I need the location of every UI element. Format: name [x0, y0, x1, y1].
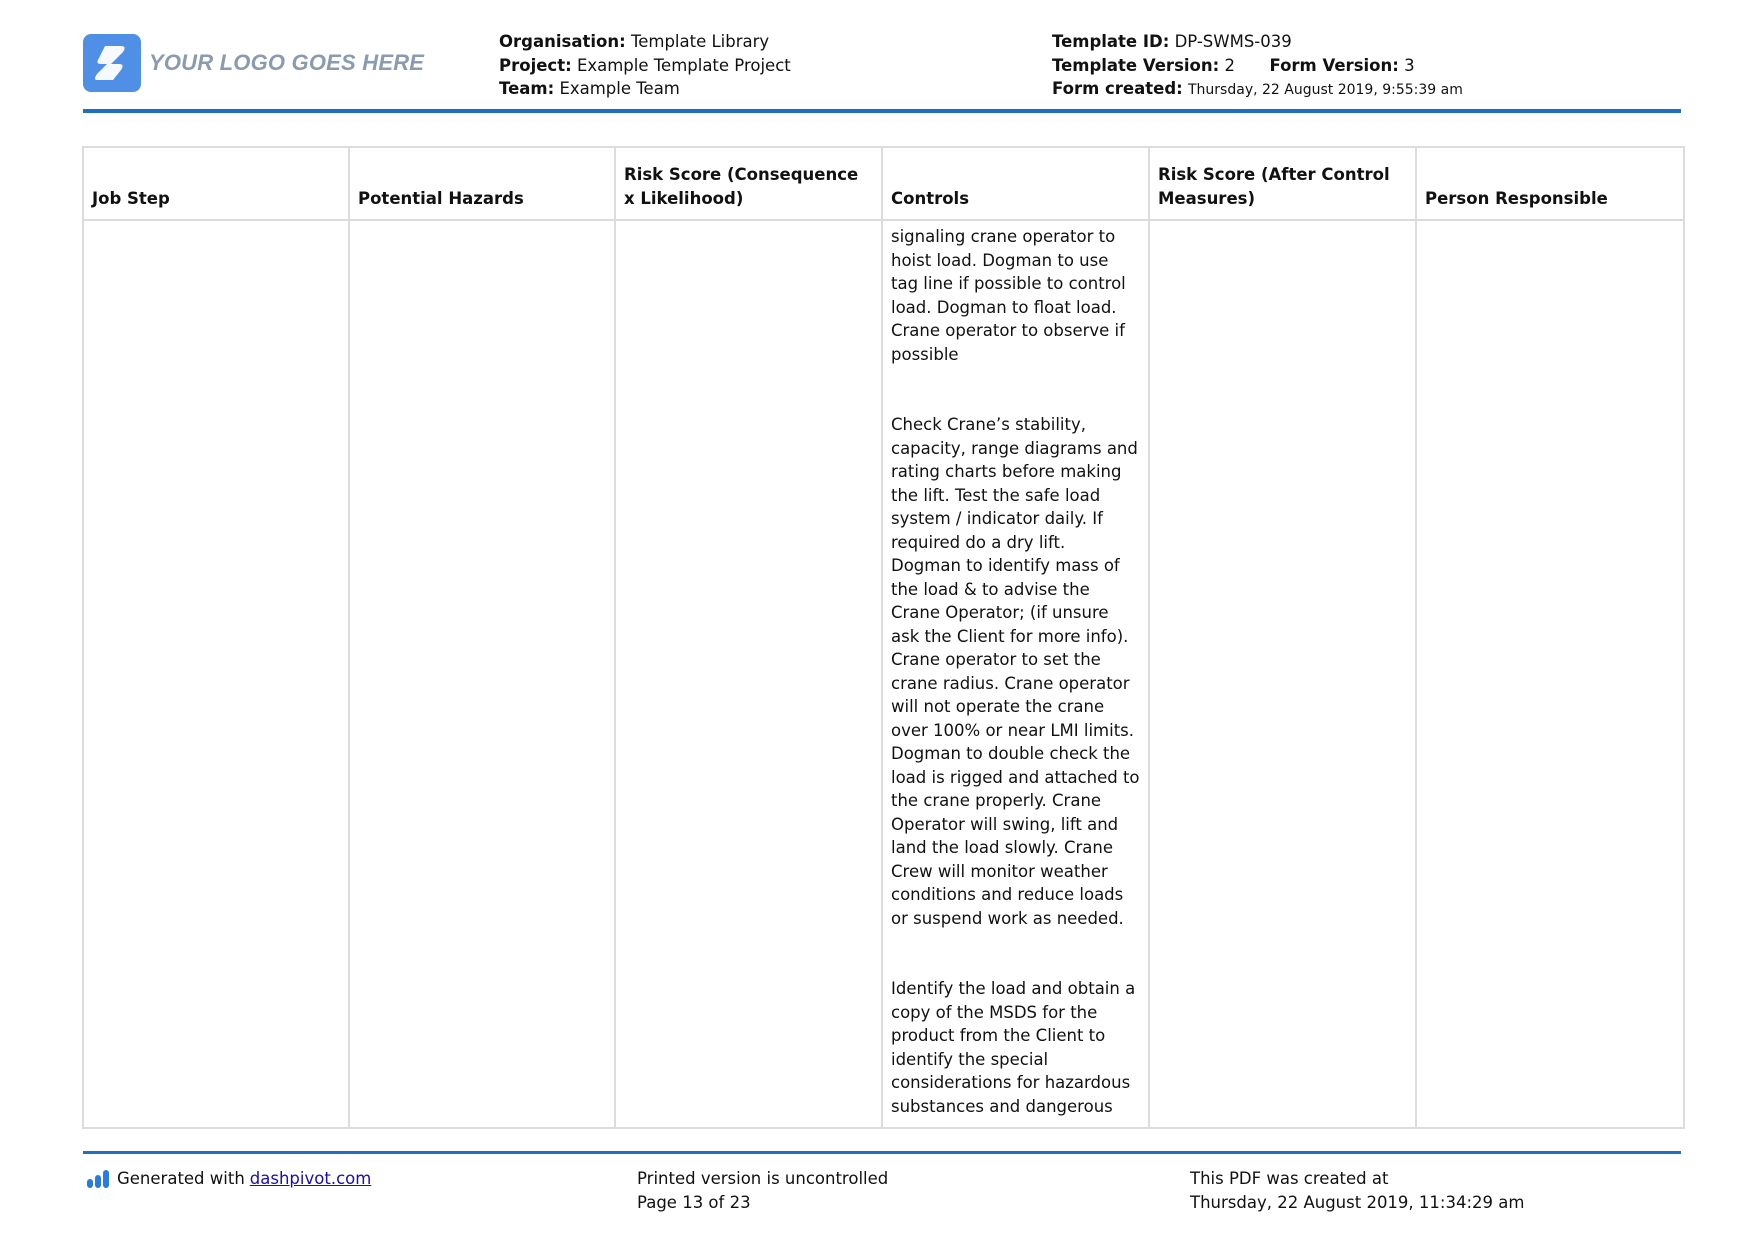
printed-notice: Printed version is uncontrolled [637, 1169, 889, 1188]
col-header-potential-hazards: Potential Hazards [349, 147, 615, 220]
form-created-label: Form created: [1052, 79, 1183, 98]
template-version-value: 2 [1224, 55, 1235, 75]
pdf-created-value: Thursday, 22 August 2019, 11:34:29 am [1190, 1192, 1525, 1212]
template-version-label: Template Version: [1052, 55, 1220, 75]
table-header-row [83, 147, 1684, 220]
header-meta-left [499, 30, 791, 101]
cell-person-responsible [1416, 220, 1684, 1128]
footer-print-info [637, 1167, 888, 1214]
version-row [1052, 54, 1463, 78]
header-meta-right [1052, 30, 1463, 103]
organisation-row [499, 30, 791, 54]
cell-controls [882, 220, 1149, 1128]
template-id-label: Template ID: [1052, 32, 1170, 51]
dashpivot-link[interactable]: dashpivot.com [249, 1169, 372, 1188]
form-created-row [1052, 77, 1463, 103]
col-header-risk-score-after: Risk Score (After Control Measures) [1149, 147, 1416, 220]
footer-generated [87, 1167, 371, 1191]
col-header-controls: Controls [882, 147, 1149, 220]
template-id-row [1052, 30, 1463, 54]
project-label: Project: [499, 55, 572, 75]
team-label: Team: [499, 79, 555, 98]
organisation-value: Template Library [630, 32, 770, 51]
footer-divider [83, 1151, 1681, 1154]
cell-potential-hazards [349, 220, 615, 1128]
pdf-created-label: This PDF was created at [1190, 1169, 1389, 1188]
cell-job-step [83, 220, 349, 1128]
control-paragraph: Check Crane’s stability, capacity, range diagrams and rating charts before making the lift. Test the safe load system / indicator daily. If required do a dry lift. Dogman to identify mass of the load & to advise the Crane Operator; (if unsure ask the Client for more info). Crane operator to set the crane radius. Crane operator will not operate the crane over 100% or near LMI limits. Dogman to double check the load is rigged and attached to the crane properly. Crane Operator will swing, lift and land the load slowly. Crane Crew will monitor weather conditions and reduce loads or suspend work as needed. [891, 415, 1140, 928]
generated-text: Generated with [117, 1169, 245, 1188]
col-header-person-responsible: Person Responsible [1416, 147, 1684, 220]
team-value: Example Team [559, 79, 680, 98]
control-paragraph: Identify the load and obtain a copy of the MSDS for the product from the Client to identify the special considerations for hazardous substances and dangerous [891, 979, 1136, 1116]
col-header-job-step: Job Step [83, 147, 349, 220]
cell-risk-score-after [1149, 220, 1416, 1128]
table-row [83, 220, 1684, 1128]
template-id-value: DP-SWMS-039 [1174, 32, 1292, 51]
organisation-label: Organisation: [499, 32, 626, 51]
control-paragraph: signaling crane operator to hoist load. Dogman to use tag line if possible to control load. Dogman to float load. Crane operator to observe if possible [891, 227, 1126, 364]
header-divider [83, 109, 1681, 113]
swms-table [82, 146, 1685, 1129]
dashpivot-bars-icon [87, 1170, 109, 1188]
logo-text: YOUR LOGO GOES HERE [149, 50, 425, 75]
col-header-risk-score: Risk Score (Consequence x Likelihood) [615, 147, 882, 220]
form-version-label: Form Version: [1269, 55, 1399, 75]
project-row [499, 54, 791, 78]
footer-pdf-created [1190, 1167, 1524, 1214]
page-info: Page 13 of 23 [637, 1192, 751, 1212]
form-created-value: Thursday, 22 August 2019, 9:55:39 am [1188, 82, 1463, 98]
team-row [499, 77, 791, 101]
project-value: Example Template Project [576, 55, 791, 75]
logo-icon [83, 34, 141, 92]
form-version-value: 3 [1404, 55, 1415, 75]
cell-risk-score [615, 220, 882, 1128]
